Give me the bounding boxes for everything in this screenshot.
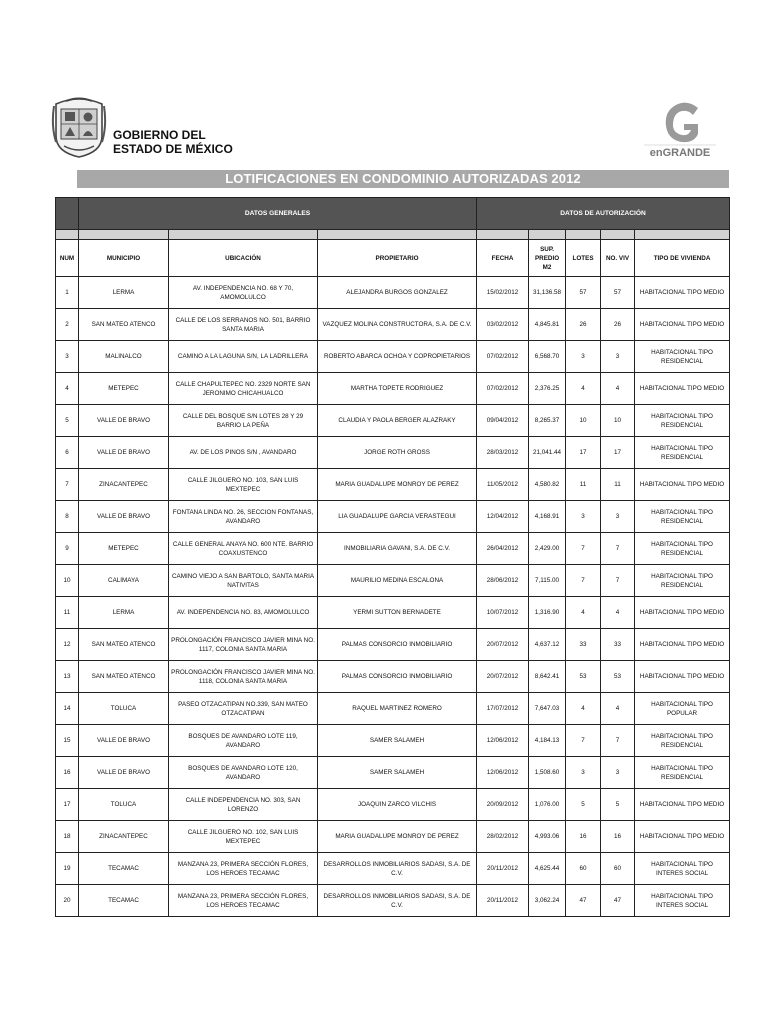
cell-sup-predio: 1,076.00 xyxy=(529,789,566,821)
cell-propietario: MAURILIO MEDINA ESCALONA xyxy=(318,565,477,597)
cell-municipio: TOLUCA xyxy=(79,789,169,821)
column-header-num: NUM xyxy=(56,240,79,277)
cell-tipo-vivienda: HABITACIONAL TIPO MEDIO xyxy=(635,661,730,693)
cell-propietario: DESARROLLOS INMOBILIARIOS SADASI, S.A. DE C.V. xyxy=(318,885,477,917)
cell-municipio: TECAMAC xyxy=(79,885,169,917)
cell-lotes: 4 xyxy=(566,693,601,725)
cell-no-viv: 7 xyxy=(601,565,635,597)
cell-lotes: 7 xyxy=(566,725,601,757)
cell-fecha: 20/11/2012 xyxy=(477,853,529,885)
cell-municipio: SAN MATEO ATENCO xyxy=(79,629,169,661)
cell-tipo-vivienda: HABITACIONAL TIPO RESIDENCIAL xyxy=(635,501,730,533)
cell-tipo-vivienda: HABITACIONAL TIPO POPULAR xyxy=(635,693,730,725)
cell-num: 7 xyxy=(56,469,79,501)
cell-municipio: ZINACANTEPEC xyxy=(79,469,169,501)
table-row xyxy=(56,277,730,309)
cell-fecha: 07/02/2012 xyxy=(477,373,529,405)
cell-no-viv: 3 xyxy=(601,757,635,789)
cell-lotes: 5 xyxy=(566,789,601,821)
cell-lotes: 53 xyxy=(566,661,601,693)
cell-propietario: DESARROLLOS INMOBILIARIOS SADASI, S.A. DE C.V. xyxy=(318,853,477,885)
cell-fecha: 03/02/2012 xyxy=(477,309,529,341)
section-authorization-data: DATOS DE AUTORIZACIÓN xyxy=(477,198,730,230)
cell-sup-predio: 7,647.03 xyxy=(529,693,566,725)
cell-lotes: 17 xyxy=(566,437,601,469)
cell-sup-predio: 21,041.44 xyxy=(529,437,566,469)
cell-sup-predio: 6,568.70 xyxy=(529,341,566,373)
cell-num: 1 xyxy=(56,277,79,309)
government-title xyxy=(113,128,233,156)
table-row xyxy=(56,789,730,821)
cell-municipio: ZINACANTEPEC xyxy=(79,821,169,853)
svg-text:enGRANDE: enGRANDE xyxy=(649,147,711,159)
cell-fecha: 28/06/2012 xyxy=(477,565,529,597)
cell-fecha: 20/11/2012 xyxy=(477,885,529,917)
cell-fecha: 10/07/2012 xyxy=(477,597,529,629)
table-row xyxy=(56,373,730,405)
cell-municipio: VALLE DE BRAVO xyxy=(79,757,169,789)
table-row xyxy=(56,565,730,597)
cell-num: 5 xyxy=(56,405,79,437)
report-title: LOTIFICACIONES EN CONDOMINIO AUTORIZADAS 2012 xyxy=(77,170,729,188)
table-row xyxy=(56,437,730,469)
cell-propietario: ROBERTO ABARCA OCHOA Y COPROPIETARIOS xyxy=(318,341,477,373)
cell-ubicacion: BOSQUES DE AVANDARO LOTE 119, AVANDARO xyxy=(169,725,318,757)
cell-num: 8 xyxy=(56,501,79,533)
cell-municipio: LERMA xyxy=(79,277,169,309)
cell-num: 11 xyxy=(56,597,79,629)
cell-ubicacion: CALLE JILGUERO NO. 102, SAN LUIS MEXTEPEC xyxy=(169,821,318,853)
cell-lotes: 26 xyxy=(566,309,601,341)
cell-no-viv: 47 xyxy=(601,885,635,917)
cell-lotes: 57 xyxy=(566,277,601,309)
column-header-row xyxy=(56,240,730,277)
cell-sup-predio: 4,637.12 xyxy=(529,629,566,661)
cell-ubicacion: AV. INDEPENDENCIA NO. 83, AMOMOLULCO xyxy=(169,597,318,629)
cell-ubicacion: CAMINO A LA LAGUNA S/N, LA LADRILLERA xyxy=(169,341,318,373)
cell-ubicacion: CALLE INDEPENDENCIA NO. 303, SAN LORENZO xyxy=(169,789,318,821)
cell-propietario: SAMER SALAMEH xyxy=(318,757,477,789)
cell-ubicacion: PROLONGACIÓN FRANCISCO JAVIER MINA NO. 1118, COLONIA SANTA MARIA xyxy=(169,661,318,693)
government-title-line1: GOBIERNO DEL xyxy=(113,128,206,142)
table-row xyxy=(56,405,730,437)
cell-municipio: VALLE DE BRAVO xyxy=(79,437,169,469)
cell-lotes: 3 xyxy=(566,501,601,533)
cell-lotes: 60 xyxy=(566,853,601,885)
cell-municipio: VALLE DE BRAVO xyxy=(79,405,169,437)
cell-num: 15 xyxy=(56,725,79,757)
cell-tipo-vivienda: HABITACIONAL TIPO RESIDENCIAL xyxy=(635,725,730,757)
cell-num: 17 xyxy=(56,789,79,821)
cell-ubicacion: BOSQUES DE AVANDARO LOTE 120, AVANDARO xyxy=(169,757,318,789)
table-row xyxy=(56,693,730,725)
cell-num: 18 xyxy=(56,821,79,853)
cell-fecha: 20/07/2012 xyxy=(477,661,529,693)
cell-no-viv: 17 xyxy=(601,437,635,469)
cell-fecha: 12/06/2012 xyxy=(477,757,529,789)
cell-tipo-vivienda: HABITACIONAL TIPO RESIDENCIAL xyxy=(635,757,730,789)
cell-municipio: TECAMAC xyxy=(79,853,169,885)
cell-propietario: JORGE ROTH GROSS xyxy=(318,437,477,469)
cell-municipio: SAN MATEO ATENCO xyxy=(79,661,169,693)
cell-num: 2 xyxy=(56,309,79,341)
cell-lotes: 33 xyxy=(566,629,601,661)
cell-tipo-vivienda: HABITACIONAL TIPO MEDIO xyxy=(635,629,730,661)
cell-no-viv: 4 xyxy=(601,597,635,629)
cell-no-viv: 57 xyxy=(601,277,635,309)
cell-ubicacion: FONTANA LINDA NO. 26, SECCION FONTANAS, AVANDARO xyxy=(169,501,318,533)
cell-tipo-vivienda: HABITACIONAL TIPO RESIDENCIAL xyxy=(635,341,730,373)
cell-tipo-vivienda: HABITACIONAL TIPO RESIDENCIAL xyxy=(635,405,730,437)
cell-propietario: JOAQUIN ZARCO VILCHIS xyxy=(318,789,477,821)
cell-tipo-vivienda: HABITACIONAL TIPO INTERES SOCIAL xyxy=(635,885,730,917)
cell-propietario: ALEJANDRA BURGOS GONZALEZ xyxy=(318,277,477,309)
table-row xyxy=(56,341,730,373)
cell-municipio: CALIMAYA xyxy=(79,565,169,597)
cell-propietario: SAMER SALAMEH xyxy=(318,725,477,757)
cell-num: 20 xyxy=(56,885,79,917)
table-row xyxy=(56,853,730,885)
cell-no-viv: 53 xyxy=(601,661,635,693)
cell-propietario: YERMI SUTTON BERNADETE xyxy=(318,597,477,629)
cell-num: 16 xyxy=(56,757,79,789)
cell-fecha: 20/07/2012 xyxy=(477,629,529,661)
cell-no-viv: 3 xyxy=(601,341,635,373)
cell-no-viv: 33 xyxy=(601,629,635,661)
cell-no-viv: 11 xyxy=(601,469,635,501)
cell-propietario: MARIA GUADALUPE MONROY DE PEREZ xyxy=(318,821,477,853)
cell-lotes: 10 xyxy=(566,405,601,437)
cell-fecha: 09/04/2012 xyxy=(477,405,529,437)
cell-ubicacion: CALLE DEL BOSQUE S/N LOTES 28 Y 29 BARRIO LA PEÑA xyxy=(169,405,318,437)
cell-num: 10 xyxy=(56,565,79,597)
cell-sup-predio: 4,184.13 xyxy=(529,725,566,757)
cell-tipo-vivienda: HABITACIONAL TIPO MEDIO xyxy=(635,469,730,501)
cell-fecha: 20/09/2012 xyxy=(477,789,529,821)
cell-sup-predio: 4,168.91 xyxy=(529,501,566,533)
column-header-municipio: MUNICIPIO xyxy=(79,240,169,277)
cell-propietario: LIA GUADALUPE GARCIA VERASTEGUI xyxy=(318,501,477,533)
cell-sup-predio: 2,429.00 xyxy=(529,533,566,565)
spacer-row xyxy=(56,230,730,240)
cell-municipio: VALLE DE BRAVO xyxy=(79,501,169,533)
cell-propietario: VAZQUEZ MOLINA CONSTRUCTORA, S.A. DE C.V. xyxy=(318,309,477,341)
cell-num: 14 xyxy=(56,693,79,725)
cell-sup-predio: 8,265.37 xyxy=(529,405,566,437)
cell-ubicacion: PROLONGACIÓN FRANCISCO JAVIER MINA NO. 1117, COLONIA SANTA MARIA xyxy=(169,629,318,661)
column-header-propietario: PROPIETARIO xyxy=(318,240,477,277)
column-header-tipo-vivienda: TIPO DE VIVIENDA xyxy=(635,240,730,277)
cell-tipo-vivienda: HABITACIONAL TIPO INTERES SOCIAL xyxy=(635,853,730,885)
table-row xyxy=(56,501,730,533)
spacer-cell xyxy=(635,230,730,240)
table-body xyxy=(56,277,730,917)
cell-sup-predio: 4,580.82 xyxy=(529,469,566,501)
spacer-cell xyxy=(601,230,635,240)
cell-no-viv: 7 xyxy=(601,533,635,565)
cell-municipio: LERMA xyxy=(79,597,169,629)
cell-sup-predio: 2,376.25 xyxy=(529,373,566,405)
spacer-cell xyxy=(477,230,529,240)
cell-lotes: 3 xyxy=(566,757,601,789)
cell-no-viv: 16 xyxy=(601,821,635,853)
cell-tipo-vivienda: HABITACIONAL TIPO MEDIO xyxy=(635,309,730,341)
spacer-cell xyxy=(79,230,169,240)
cell-tipo-vivienda: HABITACIONAL TIPO MEDIO xyxy=(635,373,730,405)
cell-ubicacion: AV. DE LOS PINOS S/N , AVANDARO xyxy=(169,437,318,469)
cell-no-viv: 10 xyxy=(601,405,635,437)
cell-sup-predio: 3,062.24 xyxy=(529,885,566,917)
cell-lotes: 47 xyxy=(566,885,601,917)
cell-no-viv: 60 xyxy=(601,853,635,885)
cell-propietario: RAQUEL MARTINEZ ROMERO xyxy=(318,693,477,725)
table-row xyxy=(56,469,730,501)
cell-num: 12 xyxy=(56,629,79,661)
section-header-num-cell xyxy=(56,198,79,230)
spacer-cell xyxy=(529,230,566,240)
spacer-cell xyxy=(169,230,318,240)
cell-fecha: 28/02/2012 xyxy=(477,821,529,853)
table-row xyxy=(56,885,730,917)
cell-fecha: 17/07/2012 xyxy=(477,693,529,725)
cell-propietario: PALMAS CONSORCIO INMOBILIARIO xyxy=(318,661,477,693)
cell-ubicacion: MANZANA 23, PRIMERA SECCIÓN FLORES, LOS HEROES TECAMAC xyxy=(169,885,318,917)
authorizations-table xyxy=(55,197,730,917)
cell-sup-predio: 1,316.90 xyxy=(529,597,566,629)
column-header-ubicacion: UBICACIÓN xyxy=(169,240,318,277)
cell-no-viv: 3 xyxy=(601,501,635,533)
cell-num: 4 xyxy=(56,373,79,405)
spacer-cell xyxy=(318,230,477,240)
cell-fecha: 11/05/2012 xyxy=(477,469,529,501)
cell-ubicacion: AV. INDEPENDENCIA NO. 68 Y 70, AMOMOLULCO xyxy=(169,277,318,309)
cell-tipo-vivienda: HABITACIONAL TIPO RESIDENCIAL xyxy=(635,533,730,565)
table-row xyxy=(56,725,730,757)
cell-sup-predio: 4,625.44 xyxy=(529,853,566,885)
cell-propietario: CLAUDIA Y PAOLA BERGER ALAZRAKY xyxy=(318,405,477,437)
cell-no-viv: 4 xyxy=(601,373,635,405)
cell-lotes: 4 xyxy=(566,597,601,629)
cell-num: 3 xyxy=(56,341,79,373)
cell-tipo-vivienda: HABITACIONAL TIPO MEDIO xyxy=(635,789,730,821)
cell-tipo-vivienda: HABITACIONAL TIPO MEDIO xyxy=(635,597,730,629)
cell-tipo-vivienda: HABITACIONAL TIPO RESIDENCIAL xyxy=(635,437,730,469)
cell-sup-predio: 31,136.58 xyxy=(529,277,566,309)
table-row xyxy=(56,757,730,789)
cell-ubicacion: CALLE GENERAL ANAYA NO. 600 NTE. BARRIO COAXUSTENCO xyxy=(169,533,318,565)
cell-sup-predio: 8,642.41 xyxy=(529,661,566,693)
cell-fecha: 15/02/2012 xyxy=(477,277,529,309)
table-row xyxy=(56,309,730,341)
cell-ubicacion: MANZANA 23, PRIMERA SECCIÓN FLORES, LOS HEROES TECAMAC xyxy=(169,853,318,885)
cell-sup-predio: 4,845.81 xyxy=(529,309,566,341)
column-header-fecha: FECHA xyxy=(477,240,529,277)
cell-num: 9 xyxy=(56,533,79,565)
cell-ubicacion: CAMINO VIEJO A SAN BARTOLO, SANTA MARIA NATIVITAS xyxy=(169,565,318,597)
cell-municipio: METEPEC xyxy=(79,533,169,565)
cell-propietario: INMOBILIARIA GAVANI, S.A. DE C.V. xyxy=(318,533,477,565)
cell-municipio: SAN MATEO ATENCO xyxy=(79,309,169,341)
cell-municipio: TOLUCA xyxy=(79,693,169,725)
cell-num: 19 xyxy=(56,853,79,885)
column-header-sup-predio: SUP. PREDIO M2 xyxy=(529,240,566,277)
document-header xyxy=(46,94,722,160)
cell-tipo-vivienda: HABITACIONAL TIPO MEDIO xyxy=(635,821,730,853)
spacer-cell xyxy=(56,230,79,240)
cell-fecha: 26/04/2012 xyxy=(477,533,529,565)
cell-fecha: 28/03/2012 xyxy=(477,437,529,469)
cell-propietario: MARTHA TOPETE RODRIGUEZ xyxy=(318,373,477,405)
cell-ubicacion: CALLE CHAPULTEPEC NO. 2329 NORTE SAN JERONIMO CHICAHUALCO xyxy=(169,373,318,405)
cell-sup-predio: 7,115.00 xyxy=(529,565,566,597)
table-row xyxy=(56,821,730,853)
cell-fecha: 12/06/2012 xyxy=(477,725,529,757)
cell-municipio: MALINALCO xyxy=(79,341,169,373)
cell-municipio: METEPEC xyxy=(79,373,169,405)
cell-lotes: 4 xyxy=(566,373,601,405)
section-header-row xyxy=(56,198,730,230)
cell-no-viv: 26 xyxy=(601,309,635,341)
state-seal-icon xyxy=(50,96,108,158)
table-row xyxy=(56,661,730,693)
cell-lotes: 11 xyxy=(566,469,601,501)
column-header-lotes: LOTES xyxy=(566,240,601,277)
cell-propietario: MARIA GUADALUPE MONROY DE PEREZ xyxy=(318,469,477,501)
cell-lotes: 16 xyxy=(566,821,601,853)
cell-lotes: 3 xyxy=(566,341,601,373)
spacer-cell xyxy=(566,230,601,240)
cell-sup-predio: 1,508.60 xyxy=(529,757,566,789)
cell-propietario: PALMAS CONSORCIO INMOBILIARIO xyxy=(318,629,477,661)
table-row xyxy=(56,533,730,565)
cell-ubicacion: CALLE JILGUERO NO. 103, SAN LUIS MEXTEPEC xyxy=(169,469,318,501)
cell-sup-predio: 4,993.06 xyxy=(529,821,566,853)
cell-no-viv: 7 xyxy=(601,725,635,757)
cell-no-viv: 5 xyxy=(601,789,635,821)
table-row xyxy=(56,629,730,661)
cell-municipio: VALLE DE BRAVO xyxy=(79,725,169,757)
column-header-no-viv: NO. VIV xyxy=(601,240,635,277)
table-row xyxy=(56,597,730,629)
cell-tipo-vivienda: HABITACIONAL TIPO MEDIO xyxy=(635,277,730,309)
cell-num: 13 xyxy=(56,661,79,693)
cell-ubicacion: CALLE DE LOS SERRANOS NO. 501, BARRIO SANTA MARIA xyxy=(169,309,318,341)
engrande-logo-icon xyxy=(640,98,720,160)
cell-lotes: 7 xyxy=(566,565,601,597)
government-title-line2: ESTADO DE MÉXICO xyxy=(113,142,233,156)
cell-no-viv: 4 xyxy=(601,693,635,725)
cell-tipo-vivienda: HABITACIONAL TIPO RESIDENCIAL xyxy=(635,565,730,597)
cell-fecha: 12/04/2012 xyxy=(477,501,529,533)
cell-ubicacion: PASEO OTZACATIPAN NO.339, SAN MATEO OTZACATIPAN xyxy=(169,693,318,725)
cell-lotes: 7 xyxy=(566,533,601,565)
cell-num: 6 xyxy=(56,437,79,469)
section-general-data: DATOS GENERALES xyxy=(79,198,477,230)
cell-fecha: 07/02/2012 xyxy=(477,341,529,373)
